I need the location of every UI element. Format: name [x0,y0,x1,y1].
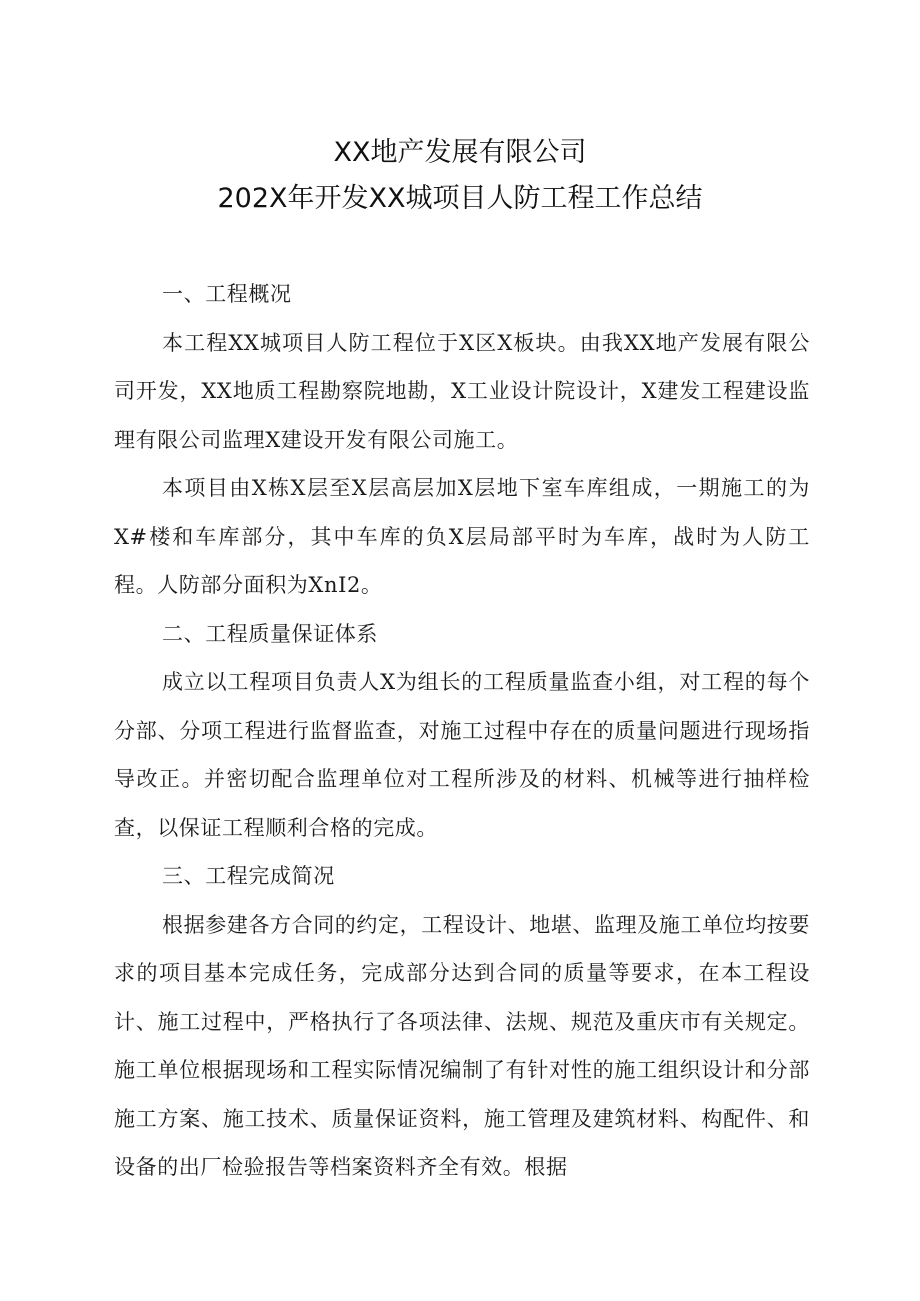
paragraph-completion-1: 根据参建各方合同的约定，工程设计、地堪、监理及施工单位均按要求的项目基本完成任务，完成部分达到合同的质量等要求，在本工程设计、施工过程中，严格执行了各项法律、法规、规范及重庆市有关规定。施工单位根据现场和工程实际情况编制了有针对性的施工组织设计和分部施工方案、施工技术、质量保证资料，施工管理及建筑材料、构配件、和设备的出厂检验报告等档案资料齐全有效。根据 [114,912,810,1179]
section-heading-overview: 一、工程概况 [162,282,292,306]
paragraph-overview-2: 本项目由X栋X层至X层高层加X层地下室车库组成，一期施工的为X#楼和车库部分，其中车库的负X层局部平时为车库，战时为人防工程。人防部分面积为XnI2。 [114,476,810,597]
document-title [0,130,920,222]
title-company: XX地产发展有限公司 [333,137,587,168]
title-report: 202X年开发XX城项目人防工程工作总结 [217,183,703,214]
section-heading-quality: 二、工程质量保证体系 [162,621,378,646]
document-body [114,270,810,1192]
paragraph-quality-1: 成立以工程项目负责人X为组长的工程质量监查小组，对工程的每个分部、分项工程进行监督监查，对施工过程中存在的质量问题进行现场指导改正。并密切配合监理单位对工程所涉及的材料、机械等进行抽样检查，以保证工程顺利合格的完成。 [114,670,810,840]
paragraph-overview-1: 本工程XX城项目人防工程位于X区X板块。由我XX地产发展有限公司开发，XX地质工程勘察院地勘，X工业设计院设计，X建发工程建设监理有限公司监理X建设开发有限公司施工。 [114,330,810,452]
section-heading-completion: 三、工程完成简况 [162,864,335,888]
